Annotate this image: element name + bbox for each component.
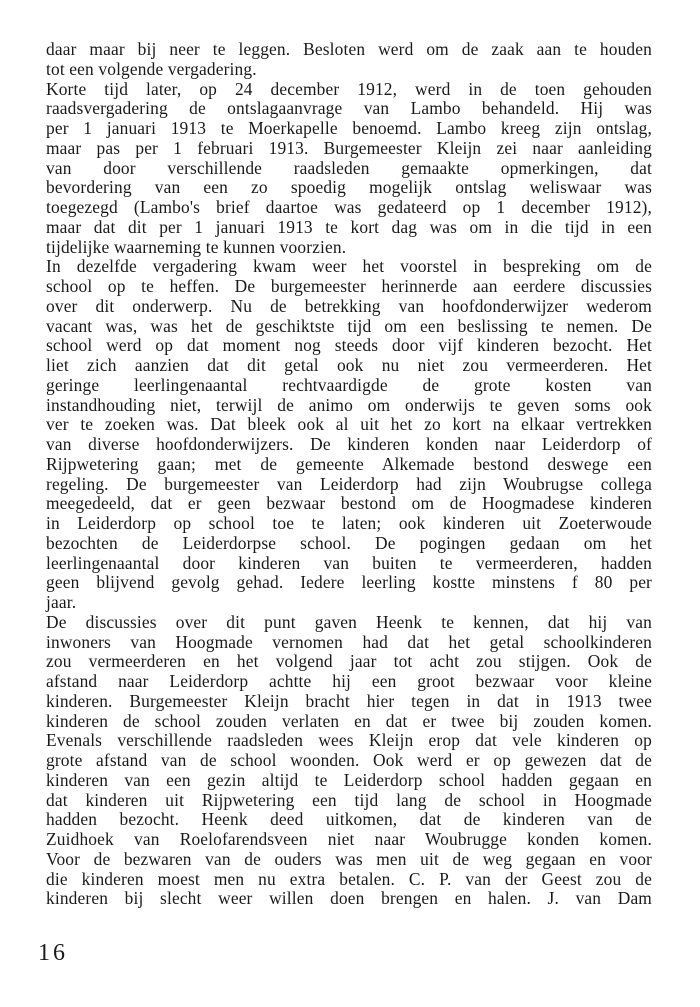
- text-line: zou vermeerderen en het volgend jaar tot acht zou stijgen. Ook de: [46, 651, 652, 672]
- text-line: van diverse hoofdonderwijzers. De kinderen konden naar Leiderdorp of: [46, 434, 652, 454]
- text-line: De discussies over dit punt gaven Heenk te kennen, dat hij van: [46, 611, 652, 632]
- text-line: van door verschillende raadsleden gemaakte opmerkingen, dat: [46, 157, 652, 178]
- text-line: tijdelijke waarneming te kunnen voorzien.: [46, 236, 347, 257]
- text-line: inwoners van Hoogmade vernomen had dat het getal schoolkinderen: [46, 631, 652, 652]
- text-line: grote afstand van de school woonden. Ook werd er op gewezen dat de: [46, 750, 652, 770]
- text-line: tot een volgende vergadering.: [46, 58, 257, 79]
- text-line: dat kinderen uit Rijpwetering een tijd lang de school in Hoogmade: [46, 789, 652, 810]
- text-line: Rijpwetering gaan; met de gemeente Alkemade bestond deswege een: [46, 453, 652, 474]
- text-line: die kinderen moest men nu extra betalen. C. P. van der Geest zou de: [46, 868, 652, 889]
- text-line: jaar.: [46, 592, 77, 612]
- text-line: toegezegd (Lambo's brief daartoe was gedateerd op 1 december 1912),: [46, 197, 652, 217]
- text-line: school werd op dat moment nog steeds door vijf kinderen bezocht. Het: [46, 335, 652, 356]
- text-line: raadsvergadering de ontslagaanvrage van Lambo behandeld. Hij was: [46, 98, 652, 119]
- text-line: daar maar bij neer te leggen. Besloten werd om de zaak aan te houden: [46, 39, 652, 59]
- text-line: kinderen van een gezin altijd te Leiderdorp school hadden gegaan en: [46, 769, 652, 790]
- text-line: maar dat dit per 1 januari 1913 te kort dag was om in die tijd in een: [46, 216, 652, 237]
- text-line: leerlingenaantal door kinderen van buiten te vermeerderen, hadden: [46, 552, 652, 573]
- text-line: afstand naar Leiderdorp achtte hij een groot bezwaar voor kleine: [46, 671, 652, 691]
- text-line: kinderen bij slecht weer willen doen brengen en halen. J. van Dam: [46, 888, 652, 909]
- text-line: bevordering van een zo spoedig mogelijk ontslag weliswaar was: [46, 177, 652, 198]
- text-line: ver te zoeken was. Dat bleek ook al uit het zo kort na elkaar vertrekken: [46, 414, 652, 435]
- page-number: 16: [38, 940, 68, 966]
- text-line: Zuidhoek van Roelofarendsveen niet naar Woubrugge konden komen.: [46, 829, 652, 849]
- text-line: over dit onderwerp. Nu de betrekking van hoofdonderwijzer wederom: [46, 295, 652, 316]
- text-line: Evenals verschillende raadsleden wees Kleijn erop dat vele kinderen op: [46, 730, 652, 751]
- text-line: in Leiderdorp op school toe te laten; ook kinderen uit Zoeterwoude: [46, 513, 652, 533]
- text-line: kinderen de school zouden verlaten en dat er twee bij zouden komen.: [46, 710, 652, 731]
- text-line: vacant was, was het de geschiktste tijd om een beslissing te nemen. De: [46, 315, 652, 336]
- text-line: In dezelfde vergadering kwam weer het voorstel in bespreking om de: [46, 256, 652, 277]
- text-line: Voor de bezwaren van de ouders was men uit de weg gegaan en voor: [46, 848, 652, 869]
- text-line: Korte tijd later, op 24 december 1912, werd in de toen gehouden: [46, 78, 652, 99]
- text-line: regeling. De burgemeester van Leiderdorp had zijn Woubrugse collega: [46, 473, 652, 494]
- text-line: hadden bezocht. Heenk deed uitkomen, dat de kinderen van de: [46, 809, 652, 830]
- text-line: school op te heffen. De burgemeester herinnerde aan eerdere discussies: [46, 276, 652, 296]
- text-line: geen blijvend gevolg gehad. Iedere leerling kostte minstens f 80 per: [46, 572, 652, 593]
- text-line: kinderen. Burgemeester Kleijn bracht hier tegen in dat in 1913 twee: [46, 690, 652, 711]
- text-line: geringe leerlingenaantal rechtvaardigde de grote kosten van: [46, 374, 652, 395]
- text-line: bezochten de Leiderdorpse school. De pogingen gedaan om het: [46, 532, 652, 553]
- text-line: liet zich aanzien dat dit getal ook nu niet zou vermeerderen. Het: [46, 355, 652, 375]
- text-line: instandhouding niet, terwijl de animo om onderwijs te geven soms ook: [46, 394, 652, 415]
- text-line: maar pas per 1 februari 1913. Burgemeester Kleijn zei naar aanleiding: [46, 137, 652, 158]
- text-line: per 1 januari 1913 te Moerkapelle benoemd. Lambo kreeg zijn ontslag,: [46, 118, 652, 138]
- text-line: meegedeeld, dat er geen bezwaar bestond om de Hoogmadese kinderen: [46, 493, 652, 514]
- page-body: [46, 40, 652, 909]
